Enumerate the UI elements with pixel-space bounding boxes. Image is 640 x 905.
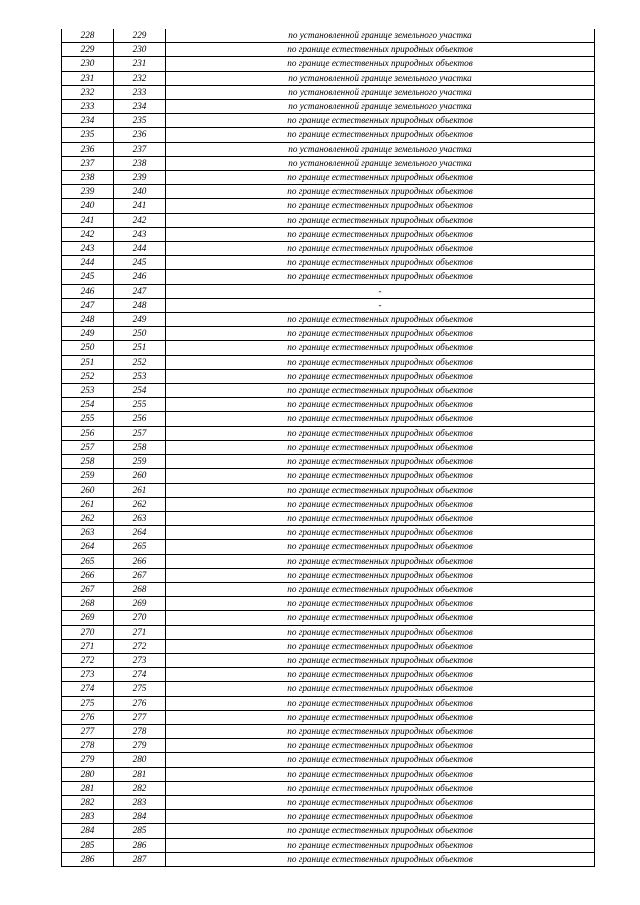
boundary-description-cell: по границе естественных природных объектов [166,795,595,809]
boundary-description-cell: по границе естественных природных объектов [166,710,595,724]
table-row [62,511,595,525]
point-from-cell: 251 [62,355,114,369]
point-to-cell: 249 [114,313,166,327]
table-row [62,810,595,824]
table-row [62,85,595,99]
table-row [62,71,595,85]
point-from-cell: 258 [62,455,114,469]
boundary-description-cell: по границе естественных природных объектов [166,185,595,199]
boundary-description-cell: по границе естественных природных объектов [166,739,595,753]
boundary-description-cell: по границе естественных природных объектов [166,57,595,71]
point-from-cell: 234 [62,114,114,128]
table-row [62,739,595,753]
point-from-cell: 283 [62,810,114,824]
table-row [62,242,595,256]
point-to-cell: 268 [114,582,166,596]
table-row [62,270,595,284]
boundary-description-cell: по границе естественных природных объектов [166,824,595,838]
boundary-description-cell: по границе естественных природных объектов [166,781,595,795]
boundary-description-cell: по границе естественных природных объектов [166,242,595,256]
point-from-cell: 280 [62,767,114,781]
point-to-cell: 277 [114,710,166,724]
point-to-cell: 286 [114,838,166,852]
boundary-description-cell: по границе естественных природных объектов [166,511,595,525]
point-from-cell: 266 [62,568,114,582]
point-from-cell: 246 [62,284,114,298]
boundary-description-cell: по границе естественных природных объектов [166,483,595,497]
boundary-description-cell: по границе естественных природных объектов [166,313,595,327]
point-to-cell: 242 [114,213,166,227]
point-to-cell: 285 [114,824,166,838]
boundary-description-cell: по границе естественных природных объектов [166,526,595,540]
table-row [62,171,595,185]
point-to-cell: 257 [114,426,166,440]
boundary-description-cell: по границе естественных природных объектов [166,668,595,682]
point-from-cell: 279 [62,753,114,767]
point-from-cell: 277 [62,724,114,738]
table-row [62,497,595,511]
boundary-description-cell: по границе естественных природных объектов [166,597,595,611]
point-from-cell: 228 [62,29,114,43]
table-row [62,838,595,852]
point-from-cell: 278 [62,739,114,753]
point-to-cell: 233 [114,85,166,99]
boundary-description-cell: по границе естественных природных объектов [166,582,595,596]
table-row [62,327,595,341]
point-to-cell: 275 [114,682,166,696]
table-row [62,597,595,611]
point-from-cell: 242 [62,227,114,241]
boundary-description-cell: по границе естественных природных объектов [166,384,595,398]
point-to-cell: 283 [114,795,166,809]
point-from-cell: 284 [62,824,114,838]
table-row [62,43,595,57]
boundary-description-cell: по границе естественных природных объектов [166,199,595,213]
point-to-cell: 258 [114,440,166,454]
boundary-description-cell: по установленной границе земельного участка [166,85,595,99]
table-row [62,540,595,554]
boundary-description-cell: по границе естественных природных объектов [166,696,595,710]
table-row [62,100,595,114]
point-to-cell: 265 [114,540,166,554]
boundary-description-cell: по установленной границе земельного участка [166,29,595,43]
table-row [62,824,595,838]
point-from-cell: 245 [62,270,114,284]
table-row [62,852,595,866]
point-from-cell: 254 [62,398,114,412]
point-from-cell: 244 [62,256,114,270]
table-row [62,57,595,71]
point-to-cell: 263 [114,511,166,525]
point-from-cell: 274 [62,682,114,696]
table-row [62,341,595,355]
boundary-description-cell: по границе естественных природных объектов [166,426,595,440]
boundary-description-cell: - [166,298,595,312]
boundary-description-cell: по границе естественных природных объектов [166,568,595,582]
table-row [62,639,595,653]
boundary-description-cell: по границе естественных природных объектов [166,369,595,383]
point-to-cell: 235 [114,114,166,128]
point-from-cell: 243 [62,242,114,256]
point-to-cell: 282 [114,781,166,795]
table-row [62,199,595,213]
table-row [62,611,595,625]
boundary-description-cell: по границе естественных природных объектов [166,469,595,483]
point-to-cell: 240 [114,185,166,199]
point-to-cell: 241 [114,199,166,213]
boundary-points-table [61,29,595,867]
table-row [62,653,595,667]
point-from-cell: 269 [62,611,114,625]
boundary-description-cell: по границе естественных природных объектов [166,497,595,511]
boundary-description-cell: по границе естественных природных объектов [166,753,595,767]
point-to-cell: 246 [114,270,166,284]
point-from-cell: 256 [62,426,114,440]
point-from-cell: 263 [62,526,114,540]
boundary-description-cell: по границе естественных природных объектов [166,412,595,426]
table-row [62,185,595,199]
point-to-cell: 281 [114,767,166,781]
point-to-cell: 239 [114,171,166,185]
table-row [62,455,595,469]
point-to-cell: 236 [114,128,166,142]
table-row [62,753,595,767]
boundary-description-cell: по границе естественных природных объектов [166,327,595,341]
table-row [62,582,595,596]
point-from-cell: 236 [62,142,114,156]
table-row [62,568,595,582]
point-to-cell: 278 [114,724,166,738]
point-from-cell: 261 [62,497,114,511]
point-from-cell: 260 [62,483,114,497]
point-to-cell: 256 [114,412,166,426]
point-to-cell: 266 [114,554,166,568]
point-from-cell: 259 [62,469,114,483]
point-to-cell: 237 [114,142,166,156]
table-row [62,412,595,426]
table-row [62,298,595,312]
boundary-description-cell: по границе естественных природных объектов [166,625,595,639]
point-from-cell: 240 [62,199,114,213]
boundary-description-cell: по границе естественных природных объектов [166,270,595,284]
point-to-cell: 243 [114,227,166,241]
table-row [62,256,595,270]
boundary-description-cell: по границе естественных природных объектов [166,398,595,412]
boundary-description-cell: по границе естественных природных объектов [166,724,595,738]
table-row [62,313,595,327]
boundary-description-cell: по границе естественных природных объектов [166,838,595,852]
boundary-description-cell: по границе естественных природных объектов [166,227,595,241]
boundary-description-cell: по границе естественных природных объектов [166,611,595,625]
boundary-description-cell: по границе естественных природных объектов [166,355,595,369]
point-from-cell: 255 [62,412,114,426]
boundary-description-cell: по границе естественных природных объектов [166,682,595,696]
table-row [62,426,595,440]
point-from-cell: 265 [62,554,114,568]
point-to-cell: 279 [114,739,166,753]
table-row [62,469,595,483]
point-from-cell: 267 [62,582,114,596]
point-to-cell: 264 [114,526,166,540]
table-row [62,142,595,156]
boundary-description-cell: по границе естественных природных объектов [166,128,595,142]
point-from-cell: 252 [62,369,114,383]
point-to-cell: 260 [114,469,166,483]
point-from-cell: 229 [62,43,114,57]
point-to-cell: 270 [114,611,166,625]
point-from-cell: 268 [62,597,114,611]
table-row [62,625,595,639]
point-to-cell: 244 [114,242,166,256]
point-to-cell: 259 [114,455,166,469]
table-row [62,682,595,696]
point-to-cell: 267 [114,568,166,582]
boundary-description-cell: по границе естественных природных объектов [166,767,595,781]
boundary-description-cell: по границе естественных природных объектов [166,171,595,185]
boundary-description-cell: - [166,284,595,298]
point-from-cell: 233 [62,100,114,114]
point-to-cell: 261 [114,483,166,497]
point-to-cell: 272 [114,639,166,653]
table-body [62,29,595,866]
table-row [62,795,595,809]
point-to-cell: 273 [114,653,166,667]
boundary-description-cell: по границе естественных природных объектов [166,114,595,128]
point-from-cell: 264 [62,540,114,554]
table-row [62,483,595,497]
point-to-cell: 231 [114,57,166,71]
point-from-cell: 262 [62,511,114,525]
table-row [62,668,595,682]
table-row [62,213,595,227]
point-from-cell: 272 [62,653,114,667]
boundary-description-cell: по границе естественных природных объектов [166,810,595,824]
boundary-description-cell: по границе естественных природных объектов [166,256,595,270]
point-to-cell: 280 [114,753,166,767]
point-from-cell: 249 [62,327,114,341]
boundary-description-cell: по границе естественных природных объектов [166,852,595,866]
boundary-description-cell: по границе естественных природных объектов [166,440,595,454]
document-page [61,29,594,867]
table-row [62,369,595,383]
table-row [62,128,595,142]
point-from-cell: 271 [62,639,114,653]
point-from-cell: 257 [62,440,114,454]
point-to-cell: 229 [114,29,166,43]
table-row [62,440,595,454]
point-from-cell: 235 [62,128,114,142]
boundary-description-cell: по границе естественных природных объектов [166,43,595,57]
point-to-cell: 276 [114,696,166,710]
point-from-cell: 238 [62,171,114,185]
point-from-cell: 241 [62,213,114,227]
boundary-description-cell: по установленной границе земельного участка [166,71,595,85]
table-row [62,284,595,298]
point-to-cell: 251 [114,341,166,355]
point-from-cell: 253 [62,384,114,398]
point-to-cell: 245 [114,256,166,270]
point-to-cell: 254 [114,384,166,398]
point-to-cell: 271 [114,625,166,639]
point-to-cell: 232 [114,71,166,85]
point-to-cell: 284 [114,810,166,824]
boundary-description-cell: по границе естественных природных объектов [166,213,595,227]
table-row [62,696,595,710]
table-row [62,355,595,369]
table-row [62,724,595,738]
point-to-cell: 255 [114,398,166,412]
point-from-cell: 230 [62,57,114,71]
boundary-description-cell: по границе естественных природных объектов [166,554,595,568]
point-from-cell: 286 [62,852,114,866]
point-from-cell: 247 [62,298,114,312]
point-from-cell: 285 [62,838,114,852]
table-row [62,781,595,795]
point-to-cell: 274 [114,668,166,682]
point-from-cell: 239 [62,185,114,199]
point-from-cell: 232 [62,85,114,99]
boundary-description-cell: по установленной границе земельного участка [166,156,595,170]
point-from-cell: 282 [62,795,114,809]
point-to-cell: 230 [114,43,166,57]
boundary-description-cell: по границе естественных природных объектов [166,540,595,554]
table-row [62,710,595,724]
point-to-cell: 269 [114,597,166,611]
point-from-cell: 275 [62,696,114,710]
boundary-description-cell: по установленной границе земельного участка [166,100,595,114]
point-from-cell: 273 [62,668,114,682]
point-to-cell: 238 [114,156,166,170]
point-from-cell: 250 [62,341,114,355]
table-row [62,384,595,398]
table-row [62,398,595,412]
boundary-description-cell: по границе естественных природных объектов [166,455,595,469]
point-to-cell: 247 [114,284,166,298]
point-from-cell: 276 [62,710,114,724]
point-to-cell: 252 [114,355,166,369]
point-from-cell: 281 [62,781,114,795]
table-row [62,114,595,128]
point-to-cell: 253 [114,369,166,383]
table-row [62,554,595,568]
point-to-cell: 234 [114,100,166,114]
table-row [62,29,595,43]
table-row [62,227,595,241]
point-from-cell: 248 [62,313,114,327]
table-row [62,156,595,170]
boundary-description-cell: по границе естественных природных объектов [166,653,595,667]
point-from-cell: 270 [62,625,114,639]
table-row [62,526,595,540]
boundary-description-cell: по границе естественных природных объектов [166,639,595,653]
point-from-cell: 231 [62,71,114,85]
point-to-cell: 287 [114,852,166,866]
point-to-cell: 248 [114,298,166,312]
point-to-cell: 262 [114,497,166,511]
table-row [62,767,595,781]
boundary-description-cell: по границе естественных природных объектов [166,341,595,355]
point-from-cell: 237 [62,156,114,170]
point-to-cell: 250 [114,327,166,341]
boundary-description-cell: по установленной границе земельного участка [166,142,595,156]
